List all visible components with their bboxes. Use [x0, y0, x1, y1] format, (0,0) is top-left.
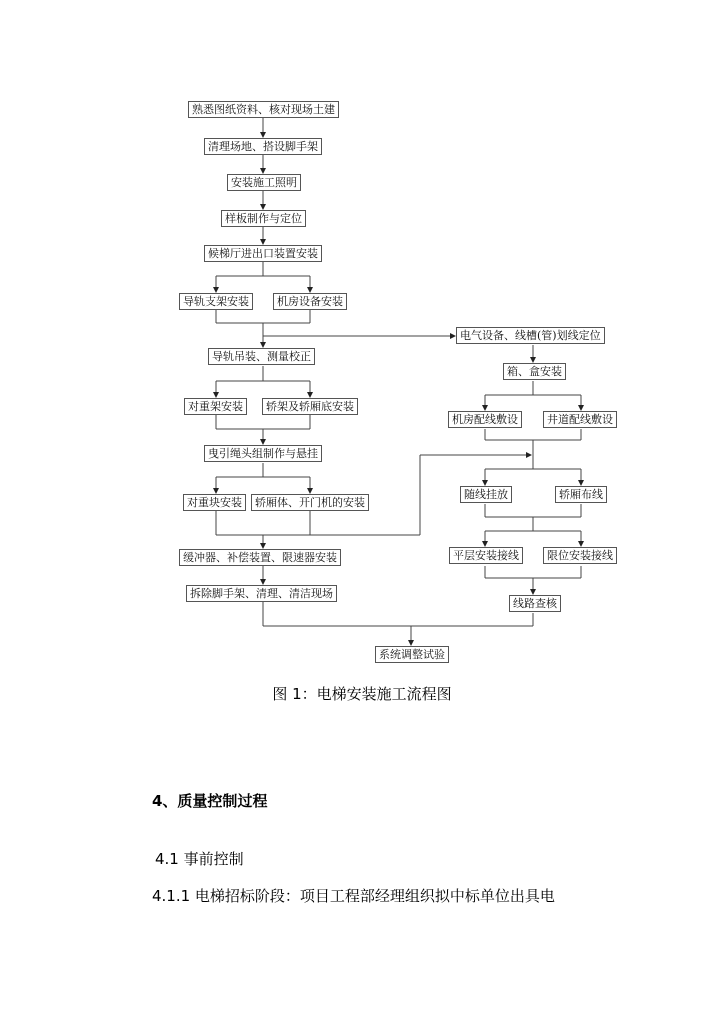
- flow-step-template: 样板制作与定位: [221, 210, 306, 227]
- flow-step-buffer: 缓冲器、补偿装置、限速器安装: [179, 549, 341, 566]
- flow-step-lighting: 安装施工照明: [227, 174, 301, 191]
- flow-step-counterweight-frame: 对重架安装: [184, 398, 247, 415]
- flow-step-remove-scaffold: 拆除脚手架、清理、清洁现场: [186, 585, 337, 602]
- flow-step-shaft-wiring: 井道配线敷设: [543, 411, 617, 428]
- flow-step-box-install: 箱、盒安装: [503, 363, 566, 380]
- figure-caption: 图 1：电梯安装施工流程图: [272, 685, 452, 703]
- flow-step-machine-wiring: 机房配线敷设: [448, 411, 522, 428]
- flow-step-leveling-wiring: 平层安装接线: [449, 547, 523, 564]
- flow-step-traveling-cable: 随线挂放: [460, 486, 512, 503]
- flow-step-clear-site: 清理场地、搭设脚手架: [204, 138, 322, 155]
- flow-step-rail-bracket: 导轨支架安装: [179, 293, 253, 310]
- flow-step-limit-wiring: 限位安装接线: [543, 547, 617, 564]
- paragraph-text: 4.1.1 电梯招标阶段：项目工程部经理组织拟中标单位出具电: [152, 887, 555, 905]
- flow-step-electrical-layout: 电气设备、线槽(管)划线定位: [456, 327, 605, 344]
- flow-step-rope: 曳引绳头组制作与悬挂: [204, 445, 322, 462]
- subsection-heading: 4.1 事前控制: [155, 850, 244, 868]
- flow-step-car-wiring: 轿厢布线: [555, 486, 607, 503]
- flow-step-rail-hoist: 导轨吊装、测量校正: [208, 348, 315, 365]
- flow-step-car-frame: 轿架及轿厢底安装: [262, 398, 358, 415]
- flow-step-review-drawings: 熟悉图纸资料、核对现场土建: [188, 101, 339, 118]
- flow-step-counterweight-block: 对重块安装: [183, 494, 246, 511]
- section-heading: 4、质量控制过程: [152, 792, 268, 810]
- flow-step-system-test: 系统调整试验: [375, 646, 449, 663]
- flow-step-machine-room: 机房设备安装: [273, 293, 347, 310]
- flow-step-hall-entrance: 候梯厅进出口装置安装: [204, 245, 322, 262]
- flow-step-circuit-check: 线路查核: [509, 595, 561, 612]
- flow-step-car-body: 轿厢体、开门机的安装: [251, 494, 369, 511]
